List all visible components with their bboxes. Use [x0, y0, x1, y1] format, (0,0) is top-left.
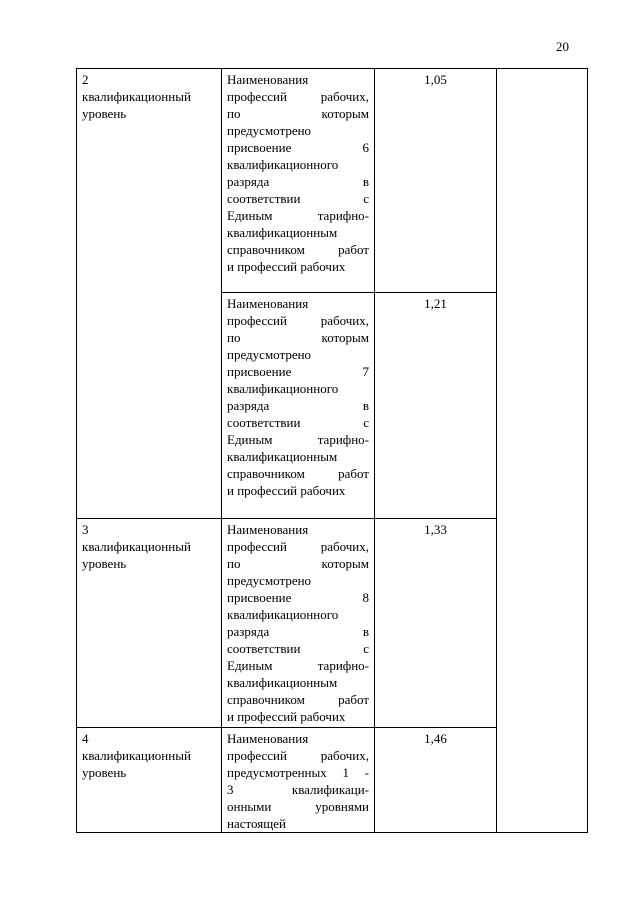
names-line: Единым тарифно- [227, 432, 369, 447]
level-word: квалификационный [82, 539, 191, 554]
names-line: по которым [227, 330, 369, 345]
names-line: по которым [227, 556, 369, 571]
profession-names-cell [222, 519, 375, 728]
names-line: Наименования [227, 296, 309, 311]
names-line: Единым тарифно- [227, 658, 369, 673]
names-line: Наименования [227, 731, 309, 746]
names-line: квалификационного [227, 157, 339, 172]
profession-names-cell [222, 293, 375, 519]
names-line: присвоение 7 [227, 364, 369, 379]
names-line: справочником работ [227, 692, 369, 707]
level-number: 4 [82, 731, 89, 746]
level-word: квалификационный [82, 748, 191, 763]
level-cell [77, 519, 222, 728]
names-line: присвоение 6 [227, 140, 369, 155]
names-line: предусмотрено [227, 573, 312, 588]
names-line: разряда в [227, 624, 369, 639]
names-line: разряда в [227, 398, 369, 413]
names-line: предусмотренных 1 - [227, 765, 369, 780]
names-line: соответствии с [227, 191, 369, 206]
level-word: квалификационный [82, 89, 191, 104]
level-cell [77, 728, 222, 833]
names-line: профессий рабочих, [227, 313, 369, 328]
names-line: Наименования [227, 522, 309, 537]
coefficient-cell: 1,33 [375, 519, 497, 728]
qualification-table [76, 68, 588, 833]
names-line: профессий рабочих, [227, 748, 369, 763]
names-line: квалификационным [227, 675, 338, 690]
names-line: квалификационного [227, 607, 339, 622]
names-line: профессий рабочих, [227, 89, 369, 104]
names-line: разряда в [227, 174, 369, 189]
names-line: квалификационного [227, 381, 339, 396]
names-line: онными уровнями [227, 799, 369, 814]
names-line: присвоение 8 [227, 590, 369, 605]
names-line: предусмотрено [227, 347, 312, 362]
coefficient-cell: 1,05 [375, 69, 497, 293]
names-line: 3 квалификаци- [227, 782, 369, 797]
names-line: настоящей [227, 816, 286, 831]
empty-column-cell [497, 69, 588, 833]
coefficient-cell: 1,46 [375, 728, 497, 833]
names-line: Наименования [227, 72, 309, 87]
names-line: Единым тарифно- [227, 208, 369, 223]
names-line: и профессий рабочих [227, 709, 346, 724]
coefficient-cell: 1,21 [375, 293, 497, 519]
names-line: квалификационным [227, 449, 338, 464]
profession-names-cell [222, 728, 375, 833]
level-suffix: уровень [82, 765, 127, 780]
profession-names-cell [222, 69, 375, 293]
page-number: 20 [556, 39, 569, 54]
names-line: предусмотрено [227, 123, 312, 138]
names-line: по которым [227, 106, 369, 121]
names-line: справочником работ [227, 242, 369, 257]
level-cell [77, 69, 222, 519]
names-line: профессий рабочих, [227, 539, 369, 554]
names-line: справочником работ [227, 466, 369, 481]
level-number: 3 [82, 522, 89, 537]
names-line: соответствии с [227, 415, 369, 430]
level-number: 2 [82, 72, 89, 87]
table-row [77, 69, 588, 293]
names-line: соответствии с [227, 641, 369, 656]
level-suffix: уровень [82, 556, 127, 571]
names-line: и профессий рабочих [227, 259, 346, 274]
names-line: и профессий рабочих [227, 483, 346, 498]
names-line: квалификационным [227, 225, 338, 240]
level-suffix: уровень [82, 106, 127, 121]
